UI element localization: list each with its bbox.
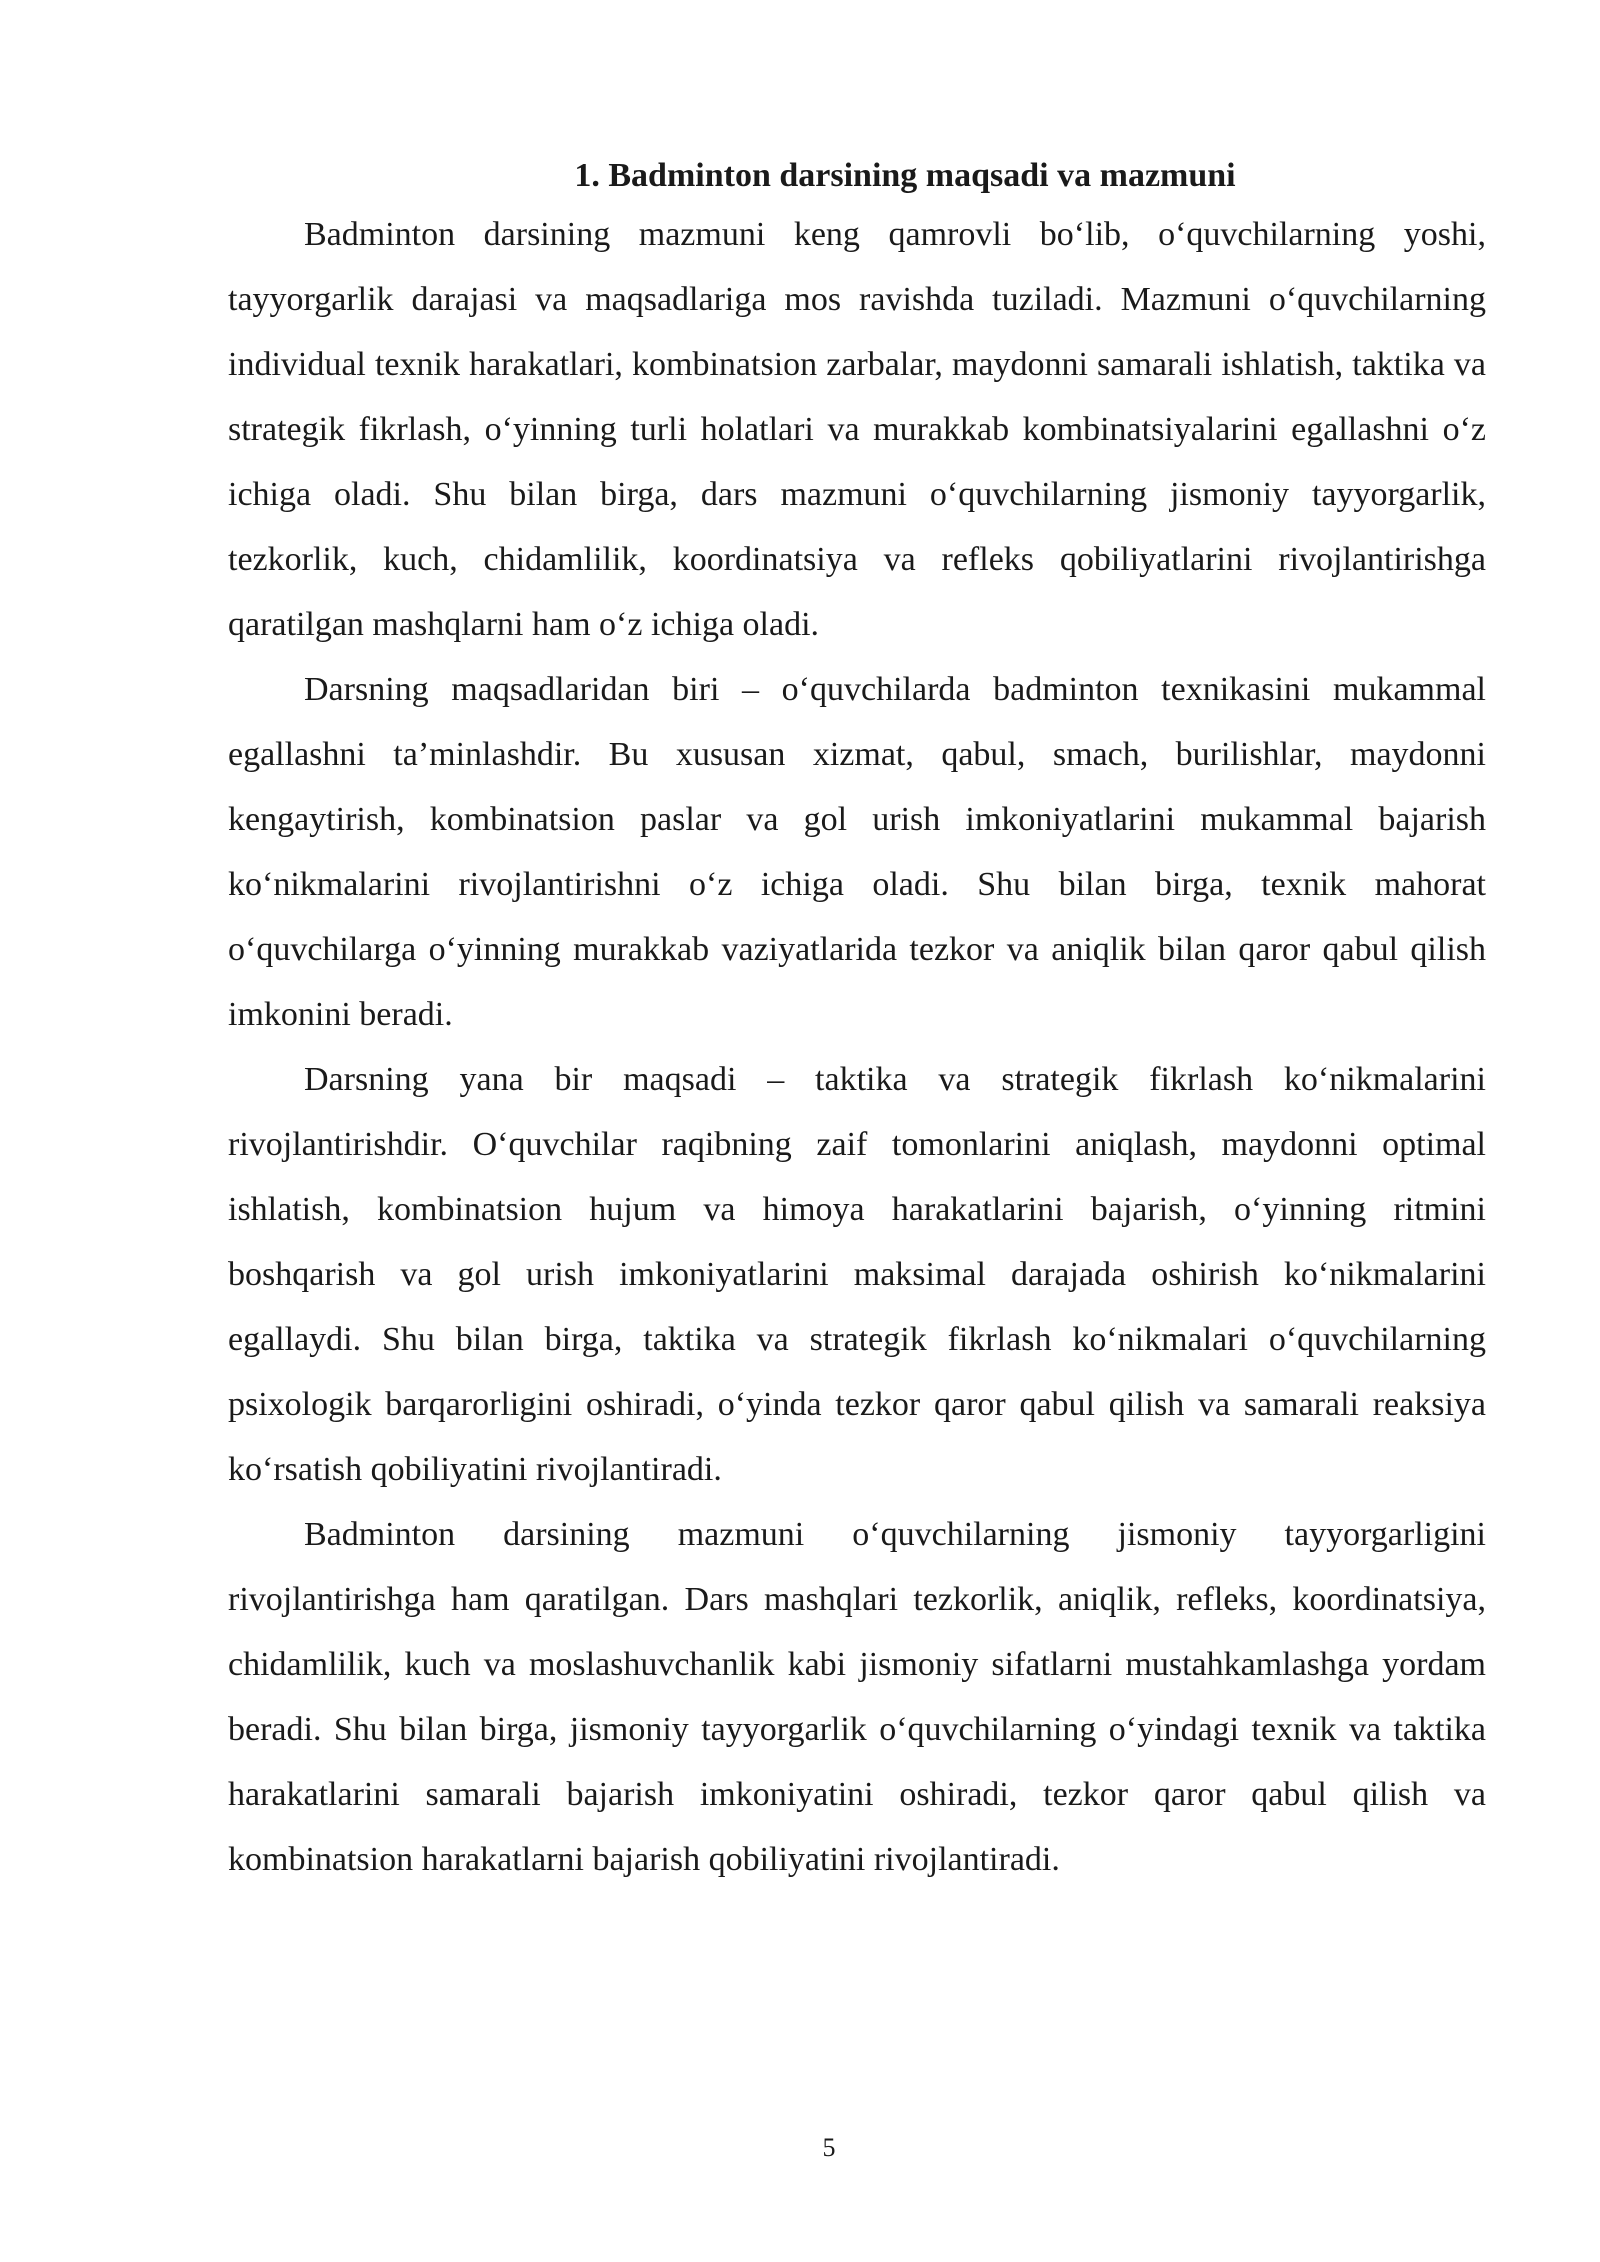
paragraph-technical-goal: Darsning maqsadlaridan biri – o‘quvchilarda badminton texnikasini mukammal egallashni ta’minlashdir. Bu xususan xizmat, qabul, smach, burilishlar, maydonni kengaytirish, kombinatsion paslar va gol urish imkoniyatlarini mukammal bajarish ko‘nikmalarini rivojlantirishni o‘z ichiga oladi. Shu bilan birga, texnik mahorat o‘quvchilarga o‘yinning murakkab vaziyatlarida tezkor va aniqlik bilan qaror qabul qilish imkonini beradi. [228,671,1486,1033]
paragraph-physical-preparation: Badminton darsining mazmuni o‘quvchilarning jismoniy tayyorgarligini rivojlantirishga ham qaratilgan. Dars mashqlari tezkorlik, aniqlik, refleks, koordinatsiya, chidamlilik, kuch va moslashuvchanlik kabi jismoniy sifatlarni mustahkamlashga yordam beradi. Shu bilan birga, jismoniy tayyorgarlik o‘quvchilarning o‘yindagi texnik va taktika harakatlarini samarali bajarish imkoniyatini oshiradi, tezkor qaror qabul qilish va kombinatsion harakatlarni bajarish qobiliyatini rivojlantiradi. [228,1516,1486,1878]
paragraph-content-overview: Badminton darsining mazmuni keng qamrovli bo‘lib, o‘quvchilarning yoshi, tayyorgarlik darajasi va maqsadlariga mos ravishda tuziladi. Mazmuni o‘quvchilarning individual texnik harakatlari, kombinatsion zarbalar, maydonni samarali ishlatish, taktika va strategik fikrlash, o‘yinning turli holatlari va murakkab kombinatsiyalarini egallashni o‘z ichiga oladi. Shu bilan birga, dars mazmuni o‘quvchilarning jismoniy tayyorgarlik, tezkorlik, kuch, chidamlilik, koordinatsiya va refleks qobiliyatlarini rivojlantirishga qaratilgan mashqlarni ham o‘z ichiga oladi. [228,216,1486,643]
page-content [228,150,1486,1892]
section-heading: 1. Badminton darsining maqsadi va mazmuni [574,157,1236,194]
page-number: 5 [822,2133,836,2162]
paragraph-tactical-goal: Darsning yana bir maqsadi – taktika va strategik fikrlash ko‘nikmalarini rivojlantirishdir. O‘quvchilar raqibning zaif tomonlarini aniqlash, maydonni optimal ishlatish, kombinatsion hujum va himoya harakatlarini bajarish, o‘yinning ritmini boshqarish va gol urish imkoniyatlarini maksimal darajada oshirish ko‘nikmalarini egallaydi. Shu bilan birga, taktika va strategik fikrlash ko‘nikmalari o‘quvchilarning psixologik barqarorligini oshiradi, o‘yinda tezkor qaror qabul qilish va samarali reaksiya ko‘rsatish qobiliyatini rivojlantiradi. [228,1061,1486,1488]
